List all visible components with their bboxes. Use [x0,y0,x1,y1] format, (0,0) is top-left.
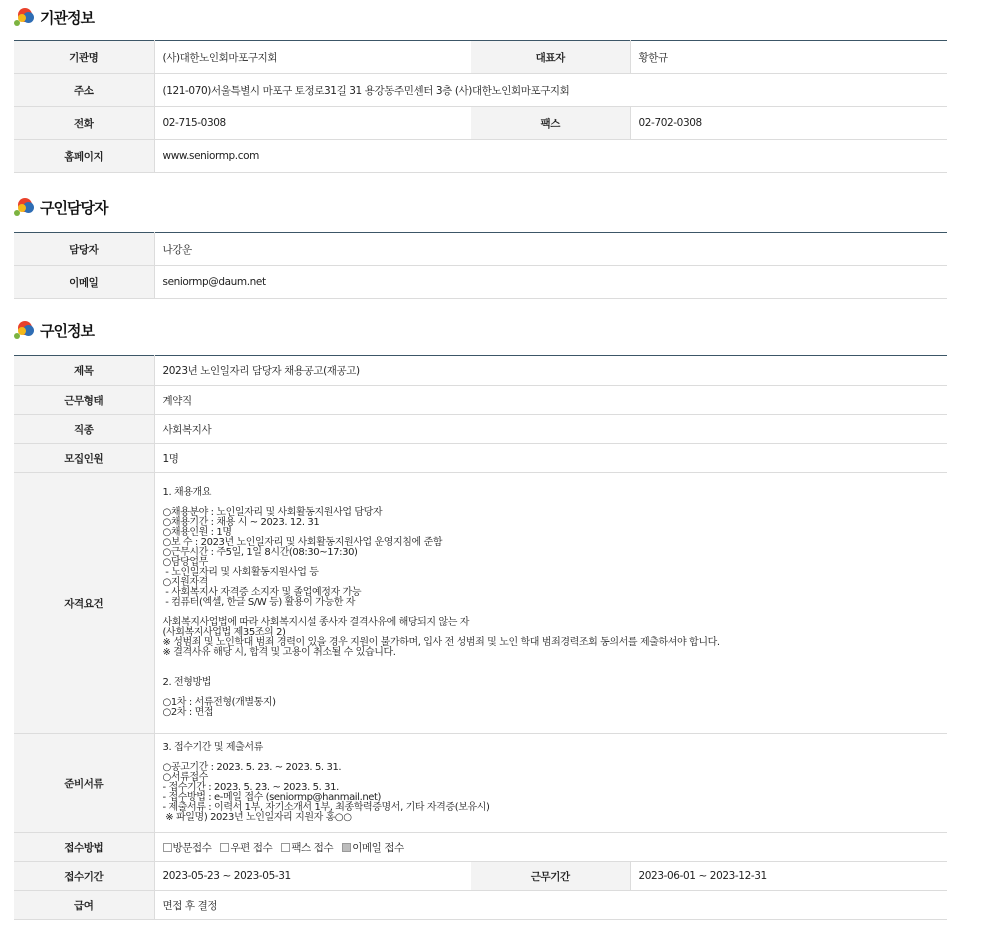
method-email-checkbox[interactable]: 이메일 접수 [342,840,404,855]
section-title-contact [14,195,107,219]
org-phone: 02-715-0308 [154,107,471,140]
table-row [14,473,947,734]
job-worktype-label: 근무형태 [14,386,154,415]
contact-info-table [14,232,947,299]
table-row [14,833,947,862]
job-salary-label: 급여 [14,891,154,920]
contact-person-label: 담당자 [14,233,154,266]
section-title-contact-text: 구인담당자 [40,198,108,217]
job-period-label: 접수기간 [14,862,154,891]
org-fax-label: 팩스 [471,107,630,140]
checkbox-icon [163,843,172,852]
org-fax: 02-702-0308 [630,107,947,140]
table-row [14,107,947,140]
job-category-label: 직종 [14,415,154,444]
section-title-job [14,318,94,342]
table-row [14,356,947,386]
org-rep: 황한규 [630,41,947,74]
job-workperiod-label: 근무기간 [471,862,630,891]
org-homepage-link[interactable]: www.seniormp.com [154,140,947,173]
job-documents-text: 3. 접수기간 및 제출서류 ○공고기간 : 2023. 5. 23. ~ 2023. 5. 31. ○서류접수 - 접수기간 : 2023. 5. 23. ~ 2023. 5. 31. - 접수방법 : e-메일 접수 (seniormp@hanmail.net) - 제출서류 : 이력서 1부, 자기소개서 1부, 최종학력증명서, 기타 자격증(보유시) ※ 파일명) 2023년 노인일자리 지원자 홍○○ [154,734,947,833]
table-row [14,140,947,173]
job-salary: 면접 후 결정 [154,891,947,920]
section-title-org [14,5,94,29]
contact-person: 나강운 [154,233,947,266]
method-mail-checkbox[interactable]: 우편 접수 [220,840,272,855]
table-row [14,266,947,299]
job-method-label: 접수방법 [14,833,154,862]
table-row [14,444,947,473]
job-qualification-text: 1. 채용개요 ○채용분야 : 노인일자리 및 사회활동지원사업 담당자 ○채용기간 : 채용 시 ~ 2023. 12. 31 ○채용인원 : 1명 ○보 수 : 2023년 노인일자리 및 사회활동지원사업 운영지침에 준함 ○근무시간 : 주5일, 1일 8시간(08:30~17:30) ○담당업무 - 노인일자리 및 사회활동지원사업 등 ○지원자격 - 사회복지사 자격증 소지자 및 졸업예정자 가능 - 컴퓨터(엑셀, 한글 S/W 등) 활용이 가능한 자 사회복지사업법에 따라 사회복지시설 종사자 결격사유에 해당되지 않는 자 (사회복지사업법 제35조의 2) ※ 성범죄 및 노인학대 범죄 경력이 있을 경우 지원이 불가하며, 입사 전 성범죄 및 노인 학대 범죄경력조회 동의서를 제출하셔야 합니다. ※ 결격사유 해당 시, 합격 및 고용이 취소될 수 있습니다. 2. 전형방법 ○1차 : 서류전형(개별통지) ○2차 : 면접 [154,473,947,734]
job-title-label: 제목 [14,356,154,386]
org-name: (사)대한노인회마포구지회 [154,41,471,74]
checkbox-icon [220,843,229,852]
job-category: 사회복지사 [154,415,947,444]
table-row [14,862,947,891]
job-headcount: 1명 [154,444,947,473]
table-row [14,386,947,415]
job-workperiod: 2023-06-01 ~ 2023-12-31 [630,862,947,891]
checkbox-checked-icon [342,843,351,852]
org-phone-label: 전화 [14,107,154,140]
job-qualification-label: 자격요건 [14,473,154,734]
table-row [14,891,947,920]
contact-email: seniormp@daum.net [154,266,947,299]
job-worktype: 계약직 [154,386,947,415]
method-fax-checkbox[interactable]: 팩스 접수 [281,840,333,855]
org-name-label: 기관명 [14,41,154,74]
table-row [14,734,947,833]
section-title-job-text: 구인정보 [40,321,94,340]
bullet-icon [14,6,36,28]
table-row [14,74,947,107]
job-documents-label: 준비서류 [14,734,154,833]
job-headcount-label: 모집인원 [14,444,154,473]
org-address-label: 주소 [14,74,154,107]
section-title-org-text: 기관정보 [40,8,94,27]
job-info-table [14,355,947,920]
job-methods [154,833,947,862]
org-info-table [14,40,947,173]
table-row [14,41,947,74]
checkbox-icon [281,843,290,852]
bullet-icon [14,196,36,218]
contact-email-label: 이메일 [14,266,154,299]
table-row [14,233,947,266]
org-homepage-label: 홈페이지 [14,140,154,173]
org-rep-label: 대표자 [471,41,630,74]
job-period: 2023-05-23 ~ 2023-05-31 [154,862,471,891]
bullet-icon [14,319,36,341]
org-address: (121-070)서울특별시 마포구 토정로31길 31 용강동주민센터 3층 (사)대한노인회마포구지회 [154,74,947,107]
method-visit-checkbox[interactable]: 방문접수 [163,840,212,855]
table-row [14,415,947,444]
job-title: 2023년 노인일자리 담당자 채용공고(재공고) [154,356,947,386]
